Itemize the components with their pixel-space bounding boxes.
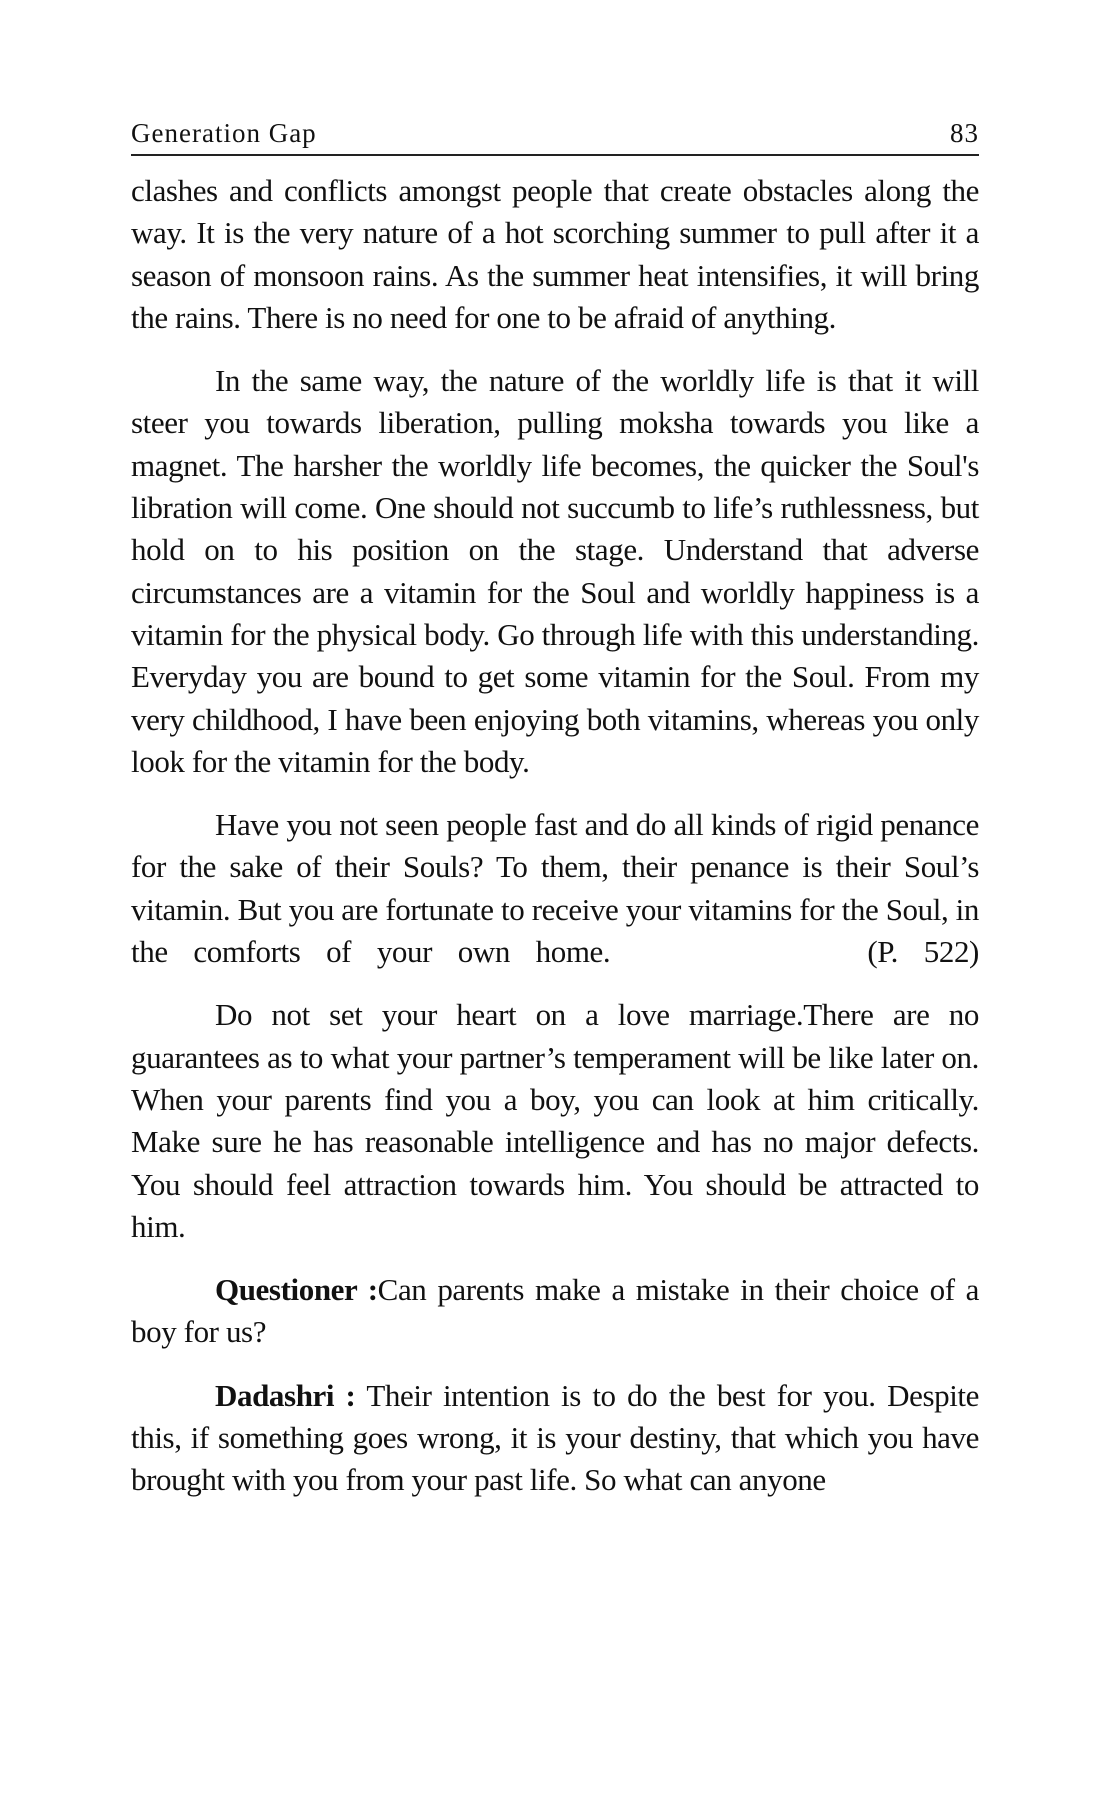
page-body	[131, 170, 979, 1502]
paragraph-text: In the same way, the nature of the worldly life is that it will steer you towards liberation, pulling moksha towards you like a magnet. The harsher the worldly life becomes, the quicker the Soul's libration will come. One should not succumb to life’s ruthlessness, but hold on to his position on the stage. Understand that adverse circumstances are a vitamin for the Soul and worldly happiness is a vitamin for the physical body. Go through life with this understanding. Everyday you are bound to get some vitamin for the Soul. From my very childhood, I have been enjoying both vitamins, whereas you only look for the vitamin for the body.	[131, 363, 979, 779]
paragraph-questioner	[131, 1269, 979, 1354]
paragraph-dadashri	[131, 1375, 979, 1502]
chapter-title: Generation Gap	[131, 118, 317, 148]
paragraph-liberation	[131, 360, 979, 783]
paragraph-text: Their intention is to do the best for you. Despite this, if something goes wrong, it is your destiny, that which you have brought with you from your past life. So what can anyone	[131, 1377, 979, 1498]
paragraph-text: Can parents make a mistake in their choice of a boy for us?	[131, 1272, 979, 1350]
paragraph-penance	[131, 804, 979, 973]
page-reference: (P. 522)	[867, 934, 979, 970]
paragraph-text: Do not set your heart on a love marriage.There are no guarantees as to what your partner’s temperament will be like later on. When your parents find you a boy, you can look at him critically. Make sure he has reasonable intelligence and has no major defects. You should feel attraction towards him. You should be attracted to him.	[131, 997, 979, 1244]
paragraph-continuation	[131, 170, 979, 339]
paragraph-text: Have you not seen people fast and do all kinds of rigid penance for the sake of their Souls? To them, their penance is their Soul’s vitamin. But you are fortunate to receive your vitamins for the Soul, in the comforts of your own home.	[131, 807, 979, 970]
book-page	[131, 110, 979, 1523]
speaker-label: Questioner :	[215, 1272, 378, 1308]
paragraph-text: clashes and conflicts amongst people that create obstacles along the way. It is the very nature of a hot scorching summer to pull after it a season of monsoon rains. As the summer heat intensifies, it will bring the rains. There is no need for one to be afraid of anything.	[131, 173, 979, 335]
speaker-label: Dadashri :	[215, 1377, 356, 1413]
paragraph-love-marriage	[131, 994, 979, 1248]
page-number: 83	[950, 118, 979, 148]
running-header	[131, 110, 979, 156]
